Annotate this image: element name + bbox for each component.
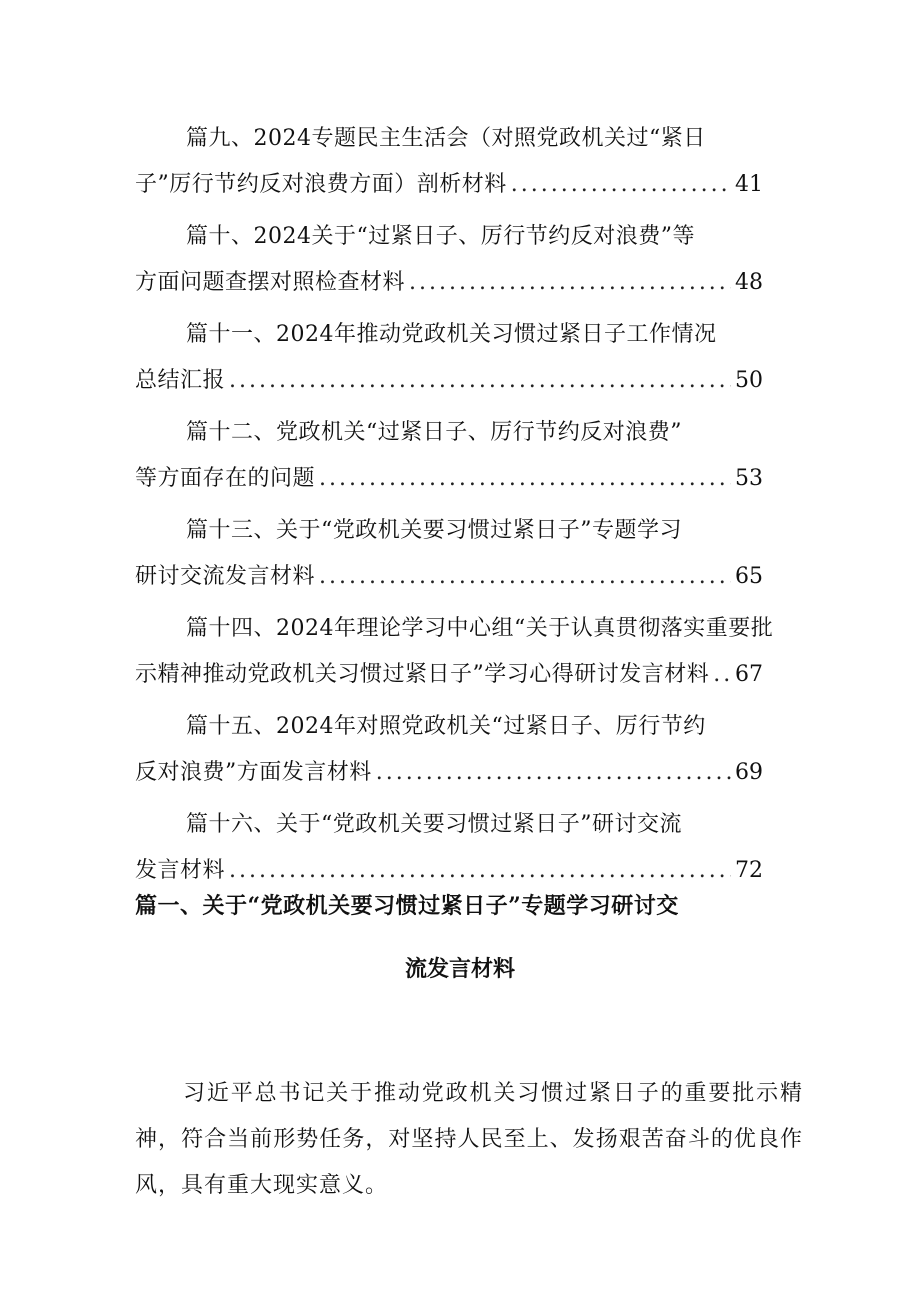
toc-page-number: 65 (735, 564, 763, 589)
toc-entry[interactable] (0, 124, 920, 224)
toc-entry-title: 篇十三、关于“党政机关要习惯过紧日子”专题学习 (186, 518, 682, 543)
toc-entry-title-continued: 发言材料 (135, 858, 226, 883)
toc-page-number: 69 (735, 760, 763, 785)
toc-leader-dots (511, 170, 731, 200)
toc-entry[interactable] (0, 516, 920, 616)
toc-entry-title-continued: 等方面存在的问题 (135, 466, 316, 491)
toc-leader-dots (319, 562, 731, 592)
toc-entry-title-continued: 总结汇报 (135, 368, 226, 393)
toc-entry-title: 篇十二、党政机关“过紧日子、厉行节约反对浪费” (186, 420, 682, 445)
toc-entry[interactable] (0, 614, 920, 714)
toc-entry-title: 篇十六、关于“党政机关要习惯过紧日子”研讨交流 (186, 812, 682, 837)
toc-entry-line (135, 170, 763, 200)
toc-leader-dots (376, 758, 731, 788)
toc-page-number: 72 (735, 858, 763, 883)
toc-entry-title: 篇十四、2024年理论学习中心组“关于认真贯彻落实重要批 (186, 616, 774, 641)
toc-page-number: 48 (735, 270, 763, 295)
toc-entry-title-continued: 研讨交流发言材料 (135, 564, 316, 589)
body-paragraph: 习近平总书记关于推动党政机关习惯过紧日子的重要批示精神，符合当前形势任务，对坚持人民至上、发扬艰苦奋斗的优良作风，具有重大现实意义。 (135, 1081, 803, 1198)
toc-entry-title-continued: 示精神推动党政机关习惯过紧日子”学习心得研讨发言材料 (135, 662, 710, 687)
toc-leader-dots (229, 856, 731, 886)
toc-entry-line (135, 268, 763, 298)
toc-entry-title: 篇九、2024专题民主生活会（对照党政机关过“紧日 (186, 126, 706, 151)
toc-leader-dots (229, 366, 731, 396)
toc-entry-line (135, 464, 763, 494)
toc-entry-title: 篇十、2024关于“过紧日子、厉行节约反对浪费”等 (186, 224, 695, 249)
toc-entry[interactable] (0, 320, 920, 420)
toc-entry-line (135, 856, 763, 886)
toc-entry-line (135, 660, 763, 690)
section-title-continued: 流发言材料 (404, 956, 515, 982)
toc-entry-title: 篇十一、2024年推动党政机关习惯过紧日子工作情况 (186, 322, 717, 347)
toc-leader-dots (319, 464, 731, 494)
toc-entry[interactable] (0, 712, 920, 812)
toc-entry-title-continued: 反对浪费”方面发言材料 (135, 760, 372, 785)
toc-entry[interactable] (0, 222, 920, 322)
toc-entry-line (135, 562, 763, 592)
toc-page-number: 50 (735, 368, 763, 393)
toc-page-number: 53 (735, 466, 763, 491)
toc-entry-title-continued: 方面问题查摆对照检查材料 (135, 270, 406, 295)
toc-leader-dots (409, 268, 731, 298)
toc-leader-dots (713, 660, 731, 690)
toc-page-number: 67 (735, 662, 763, 687)
toc-entry-line (135, 758, 763, 788)
toc-page-number: 41 (735, 172, 763, 197)
toc-entry-line (135, 366, 763, 396)
section-title: 篇一、关于“党政机关要习惯过紧日子”专题学习研讨交 (135, 893, 679, 919)
toc-entry-title-continued: 子”厉行节约反对浪费方面）剖析材料 (135, 172, 507, 197)
toc-entry[interactable] (0, 418, 920, 518)
toc-entry-title: 篇十五、2024年对照党政机关“过紧日子、厉行节约 (186, 714, 706, 739)
